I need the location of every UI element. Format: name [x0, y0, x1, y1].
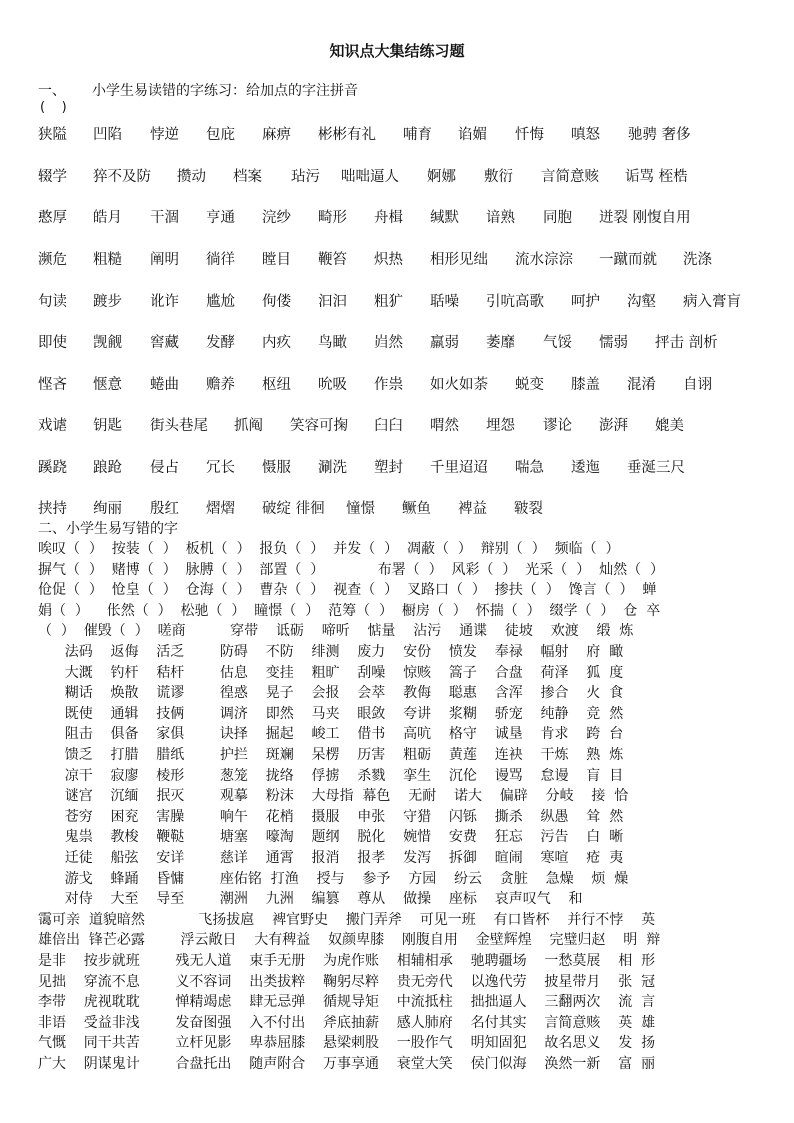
word-item: 谙熟 — [486, 210, 515, 226]
word-item: 凹陷 — [93, 127, 122, 143]
word-item: 一蹴而就 — [599, 252, 657, 268]
word-item: 气馁 — [543, 335, 572, 351]
word-item: 病入膏肓 — [683, 294, 741, 310]
word-item: 流水淙淙 — [515, 252, 573, 268]
word-item: 侵占 — [150, 460, 179, 476]
word-item: 惬意 — [93, 377, 122, 393]
exercise-text: 广大 阴谋鬼计 合盘托出 随声附合 万事享通 衰堂大笑 侯门似海 涣然一新 富 丽 — [38, 1056, 656, 1072]
word-item: 瞠目 — [262, 252, 291, 268]
section2-heading: 二、小学生易写错的字 — [38, 521, 178, 537]
word-item: 敷衍 — [484, 169, 513, 185]
word-item: 赡养 — [206, 377, 235, 393]
word-item: 绚丽 — [93, 501, 122, 517]
word-item: 徜徉 — [206, 252, 235, 268]
word-item: 皲裂 — [514, 501, 543, 517]
word-item: 挟持 — [38, 501, 67, 517]
word-item: 沟壑 — [627, 294, 656, 310]
exercise-text: 是非 按步就班 残无人道 束手无册 为虎作账 相辅相承 驰聘疆场 一愁莫展 相 形 — [38, 953, 656, 969]
word-item: 笑容可掬 — [290, 418, 348, 434]
exercise-text: 李带 虎视耽耽 惮精竭虑 肆无忌弹 循规导矩 中流抵柱 拙拙逼人 三翻两次 流 言 — [38, 994, 656, 1011]
word-item: 悖逆 — [150, 127, 179, 143]
word-item: 悭吝 — [38, 377, 67, 393]
word-item: 汩汩 — [318, 294, 347, 310]
word-item: 即使 — [38, 335, 67, 351]
exercise-text: 对侍 大至 导至 潮洲 九洲 编篡 尊从 做操 座标 哀声叹气 和 — [38, 891, 583, 908]
word-item: 如火如荼 — [430, 377, 488, 393]
word-item: 粗犷 — [374, 294, 403, 310]
word-item: 讹诈 — [150, 294, 179, 310]
exercise-text: 摒气（ ） 赌博（ ） 脉膊（ ） 部置（ ） 布署（ ） 风彩（ ） 光采（ ） 灿然（ ） — [38, 561, 665, 578]
word-item: 炽热 — [374, 252, 403, 268]
word-item: 诟骂 桎梏 — [625, 169, 688, 185]
word-item: 内疚 — [262, 335, 291, 351]
word-item: 彬彬有礼 — [318, 127, 376, 143]
exercise-text: 既使 通辑 技俩 调济 即然 马夹 眼敛 夸讲 浆糊 骄宠 纯静 竞 然 — [38, 705, 624, 722]
word-item: 媲美 — [655, 418, 684, 434]
word-item: 辍学 — [38, 169, 67, 185]
word-item: 羸弱 — [430, 335, 459, 351]
exercise-text: 谜宫 沉缅 抿灭 观摹 粉沫 大母指 幕色 无耐 诺大 偏辟 分岐 接 恰 — [38, 788, 629, 805]
exercise-text: （ ） 催毁（ ） 嗟商 穿带 诋砺 啼听 惦量 沾污 通谍 徒坡 欢渡 缎 炼 — [38, 623, 634, 640]
word-item: 狭隘 — [38, 127, 67, 143]
exercise-text: 雄倍出 锋芒必露 浮云敞日 大有稗益 奴颜卑膝 刚腹自用 金壁辉煌 完璧归赵 明 辩 — [38, 932, 661, 949]
word-item: 干涸 — [150, 210, 179, 226]
word-item: 蜕变 — [515, 377, 544, 393]
word-item: 聒噪 — [430, 294, 459, 310]
word-item: 哺育 — [403, 127, 432, 143]
word-item: 街头巷尾 — [150, 418, 208, 434]
exercise-text: 大溉 钓杆 秸杆 估息 变挂 粗旷 刮噪 惊赅 篙子 合盘 荷泽 狐 度 — [38, 664, 624, 681]
word-item: 熠熠 — [206, 501, 235, 517]
word-item: 玷污 — [291, 169, 320, 185]
word-item: 萎靡 — [486, 335, 515, 351]
word-item: 尴尬 — [206, 294, 235, 310]
word-item: 憧憬 — [346, 501, 375, 517]
word-item: 粗糙 — [93, 252, 122, 268]
word-item: 缄默 — [430, 210, 459, 226]
word-item: 钥匙 — [93, 418, 122, 434]
exercise-text: 见拙 穿流不息 义不容词 出类拔粹 鞠躬尽粹 贵无旁代 以逸代劳 披星带月 张 冠 — [38, 973, 656, 990]
word-item: 蹊跷 — [38, 460, 67, 476]
word-item: 涮洗 — [318, 460, 347, 476]
exercise-text: 霭可亲 道貌暗然 飞扬拔扈 裨官野史 搬门弄斧 可见一班 有口皆杯 并行不悖 英 — [38, 911, 656, 928]
word-item: 言简意赅 — [541, 169, 599, 185]
word-item: 谬论 — [543, 418, 572, 434]
exercise-text: 娟（ ） 伥然（ ） 松驰（ ） 瞳憬（ ） 范筹（ ） 橱房（ ） 怀揣（ ） 缀学（ ） 仓 卒 — [38, 602, 661, 619]
exercise-text: 唉叹（ ） 按装（ ） 板机（ ） 报负（ ） 并发（ ） 凋蔽（ ） 辩别（ ） 频临（ ） — [38, 541, 620, 557]
word-item: 蜷曲 — [150, 377, 179, 393]
word-item: 麻痹 — [262, 127, 291, 143]
word-item: 舟楫 — [374, 210, 403, 226]
word-item: 塑封 — [374, 460, 403, 476]
word-item: 自诩 — [683, 377, 712, 393]
exercise-text: 气慨 同干共苦 立杆见影 卑恭屈膝 悬梁刺股 一股作气 明知固犯 故名思义 发 扬 — [38, 1035, 656, 1052]
word-item: 亨通 — [206, 210, 235, 226]
word-item: 濒危 — [38, 252, 67, 268]
word-item: 鸟瞰 — [318, 335, 347, 351]
word-item: 畸形 — [318, 210, 347, 226]
word-item: 懦弱 — [599, 335, 628, 351]
exercise-text: 迁徒 船弦 安详 慈详 通霄 报消 报孝 发泻 拆御 暄闹 寒喧 疮 夷 — [38, 850, 624, 866]
word-item: 逶迤 — [571, 460, 600, 476]
word-item: 发酵 — [206, 335, 235, 351]
word-item: 婀娜 — [427, 169, 456, 185]
word-item: 猝不及防 — [93, 169, 151, 185]
word-item: 作祟 — [374, 377, 403, 393]
word-item: 攒动 — [177, 169, 206, 185]
exercise-text: 法码 返侮 活乏 防碍 不防 绯测 废力 安份 愤发 奉禄 幅射 府 瞰 — [38, 644, 624, 660]
word-item: 皓月 — [93, 210, 122, 226]
word-item: 咄咄逼人 — [341, 169, 399, 185]
section1-heading: 小学生易读错的字练习：给加点的字注拼音 — [92, 83, 358, 99]
word-item: 混淆 — [627, 377, 656, 393]
word-item: 包庇 — [206, 127, 235, 143]
word-item: 千里迢迢 — [430, 460, 488, 476]
word-item: 喟然 — [430, 418, 459, 434]
word-item: 裨益 — [458, 501, 487, 517]
word-item: 喘急 — [515, 460, 544, 476]
word-item: 谄媚 — [458, 127, 487, 143]
exercise-text: 凉干 寂廖 棱形 葱笼 拢络 俘掳 杀戮 挛生 沉伦 谩骂 怠谩 肓 目 — [38, 767, 624, 784]
word-item: 埋怨 — [486, 418, 515, 434]
word-item: 浣纱 — [262, 210, 291, 226]
word-item: 踉跄 — [93, 460, 122, 476]
exercise-text: 馈乏 打腊 腊纸 护拦 斑斓 呆楞 历害 粗砺 黄莲 连袂 干炼 熟 炼 — [38, 747, 624, 763]
word-item: 冗长 — [206, 460, 235, 476]
word-item: 驰骋 奢侈 — [628, 127, 691, 143]
word-item: 嗔怒 — [571, 127, 600, 143]
word-item: 呵护 — [571, 294, 600, 310]
exercise-text: 糊话 焕散 谎谬 徨惑 晃子 会报 会萃 教侮 聪惠 含浑 掺合 火 食 — [38, 685, 624, 702]
word-item: 破绽 徘徊 — [262, 501, 325, 517]
word-item: 鳜鱼 — [402, 501, 431, 517]
word-item: 觊觎 — [93, 335, 122, 351]
word-item: 相形见绌 — [430, 252, 488, 268]
word-item: 忏悔 — [515, 127, 544, 143]
word-item: 洗涤 — [683, 252, 712, 268]
word-item: 窖藏 — [150, 335, 179, 351]
section1-paren: ( ) — [40, 100, 67, 115]
exercise-text: 游戈 蜂踊 昏慵 座佑铭 打渔 授与 参予 方园 纷云 贪脏 急燥 烦 燥 — [38, 870, 629, 887]
word-item: 佝偻 — [262, 294, 291, 310]
section1-number: 一、 — [38, 83, 66, 99]
word-item: 岿然 — [374, 335, 403, 351]
word-item: 戏谑 — [38, 418, 67, 434]
word-item: 枢纽 — [262, 377, 291, 393]
word-item: 殷红 — [150, 501, 179, 517]
word-item: 鞭笞 — [318, 252, 347, 268]
exercise-text: 阻击 俱备 家俱 诀择 掘起 峻工 借书 高吭 格守 诚垦 肯求 跨 台 — [38, 726, 624, 743]
word-item: 踱步 — [93, 294, 122, 310]
exercise-text: 苍穷 困兖 害臊 响午 花梢 摄服 申张 守猎 闪铄 撕杀 纵愚 耸 然 — [38, 808, 624, 825]
word-item: 引吭高歌 — [486, 294, 544, 310]
exercise-text: 非语 受益非浅 发奋图强 入不付出 斧底抽薪 感人肺府 名付其实 言简意赅 英 雄 — [38, 1014, 656, 1031]
word-item: 臼臼 — [374, 418, 403, 434]
exercise-text: 伧促（ ） 怆皇（ ） 仓海（ ） 曹杂（ ） 视查（ ） 叉路口（ ） 掺扶（ ） 馋言（ ） 蝉 — [38, 582, 657, 599]
word-item: 档案 — [233, 169, 262, 185]
word-item: 慑服 — [262, 460, 291, 476]
exercise-text: 鬼祟 教梭 鞭鞑 塘塞 嚎淘 题纲 脱化 婉惜 安费 狂忘 污告 白 晰 — [38, 829, 624, 846]
word-item: 吮吸 — [318, 377, 347, 393]
word-item: 抨击 剖析 — [655, 335, 718, 351]
word-item: 句读 — [38, 294, 67, 310]
page-title: 知识点大集结练习题 — [329, 42, 465, 60]
word-item: 迸裂 刚愎自用 — [599, 210, 691, 226]
word-item: 同胞 — [543, 210, 572, 226]
word-item: 澎湃 — [599, 418, 628, 434]
word-item: 阐明 — [150, 252, 179, 268]
word-item: 垂涎三尺 — [627, 460, 685, 476]
word-item: 抓阄 — [234, 418, 263, 434]
word-item: 憨厚 — [38, 210, 67, 226]
word-item: 膝盖 — [571, 377, 600, 393]
